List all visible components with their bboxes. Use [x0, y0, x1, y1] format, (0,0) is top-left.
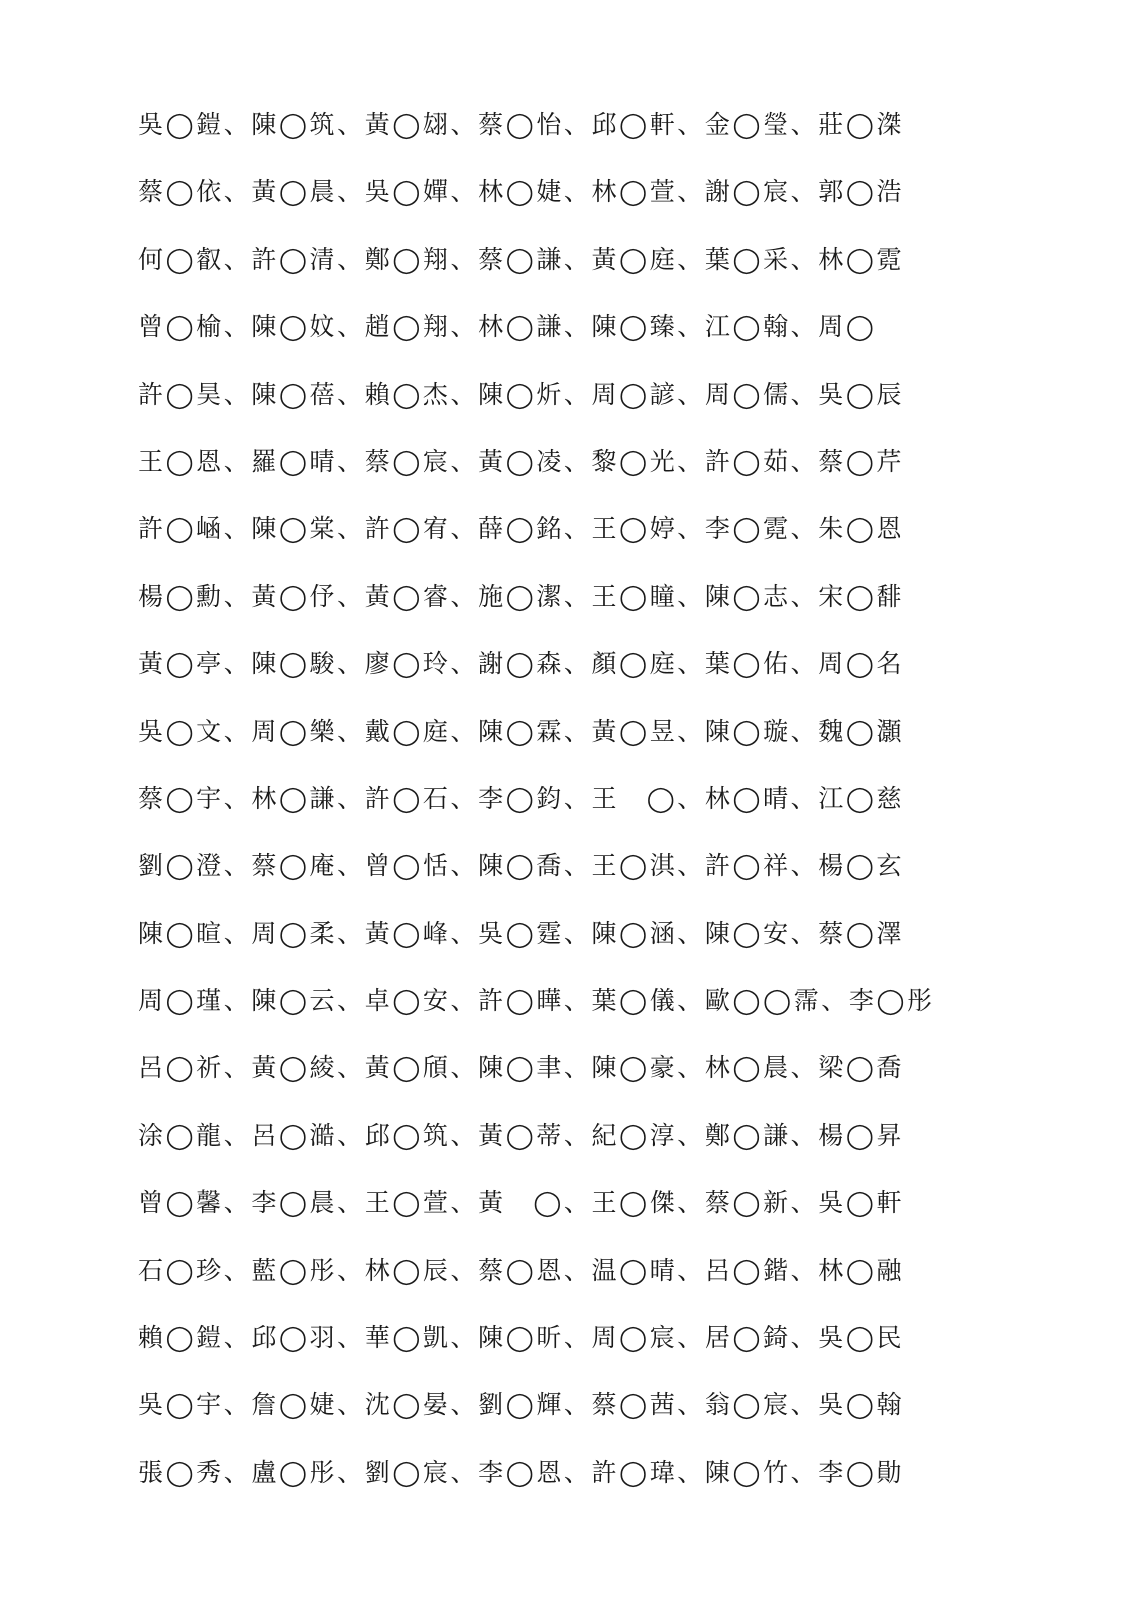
name-line-20: 吳◯宇、詹◯婕、沈◯晏、劉◯輝、蔡◯茜、翁◯宸、吳◯翰: [138, 1390, 905, 1420]
name-line-1: 吳◯鎧、陳◯筑、黃◯翃、蔡◯怡、邱◯軒、金◯瑩、莊◯滐: [138, 110, 905, 139]
name-line-16: 涂◯龍、呂◯澔、邱◯筑、黃◯蒂、紀◯淳、鄭◯謙、楊◯昇: [138, 1120, 905, 1150]
name-line-17: 曾◯馨、李◯晨、王◯萱、黃 ◯、王◯傑、蔡◯新、吳◯軒: [138, 1188, 905, 1218]
name-line-15: 呂◯祈、黃◯綾、黃◯頎、陳◯聿、陳◯豪、林◯晨、梁◯喬: [138, 1053, 905, 1083]
name-line-19: 賴◯鎧、邱◯羽、華◯凱、陳◯昕、周◯宸、居◯錡、吳◯民: [138, 1323, 905, 1353]
name-line-11: 蔡◯宇、林◯謙、許◯石、李◯鈞、王 ◯、林◯晴、江◯慈: [138, 783, 905, 813]
name-line-6: 王◯恩、羅◯晴、蔡◯宸、黃◯凌、黎◯光、許◯茹、蔡◯芹: [138, 446, 905, 476]
name-line-12: 劉◯澄、蔡◯庵、曾◯恬、陳◯喬、王◯淇、許◯祥、楊◯玄: [138, 851, 905, 881]
name-list: [138, 98, 1098, 1513]
name-line-2: 蔡◯依、黃◯晨、吳◯嬋、林◯婕、林◯萱、謝◯宸、郭◯浩: [138, 177, 905, 207]
name-line-8: 楊◯勳、黃◯伃、黃◯睿、施◯潔、王◯瞳、陳◯志、宋◯馡: [138, 581, 905, 611]
name-line-14: 周◯瑾、陳◯云、卓◯安、許◯曄、葉◯儀、歐◯◯霈、李◯彤: [138, 986, 935, 1016]
name-line-13: 陳◯暄、周◯柔、黃◯峰、吳◯霆、陳◯涵、陳◯安、蔡◯澤: [138, 918, 905, 948]
name-line-9: 黃◯亭、陳◯駿、廖◯玲、謝◯森、顏◯庭、葉◯佑、周◯名: [138, 649, 905, 679]
name-line-18: 石◯珍、藍◯彤、林◯辰、蔡◯恩、温◯晴、呂◯鍇、林◯融: [138, 1255, 905, 1285]
name-line-10: 吳◯文、周◯樂、戴◯庭、陳◯霖、黃◯昱、陳◯璇、魏◯灝: [138, 716, 905, 746]
name-line-5: 許◯昊、陳◯蓓、賴◯杰、陳◯炘、周◯諺、周◯儒、吳◯辰: [138, 379, 905, 409]
name-line-4: 曾◯榆、陳◯妏、趙◯翔、林◯謙、陳◯臻、江◯翰、周◯: [138, 312, 877, 342]
name-line-21: 張◯秀、盧◯彤、劉◯宸、李◯恩、許◯瑋、陳◯竹、李◯勛: [138, 1457, 905, 1487]
name-line-3: 何◯叡、許◯清、鄭◯翔、蔡◯謙、黃◯庭、葉◯采、林◯霓: [138, 244, 905, 274]
name-line-7: 許◯崡、陳◯棠、許◯宥、薛◯銘、王◯婷、李◯霓、朱◯恩: [138, 514, 905, 544]
